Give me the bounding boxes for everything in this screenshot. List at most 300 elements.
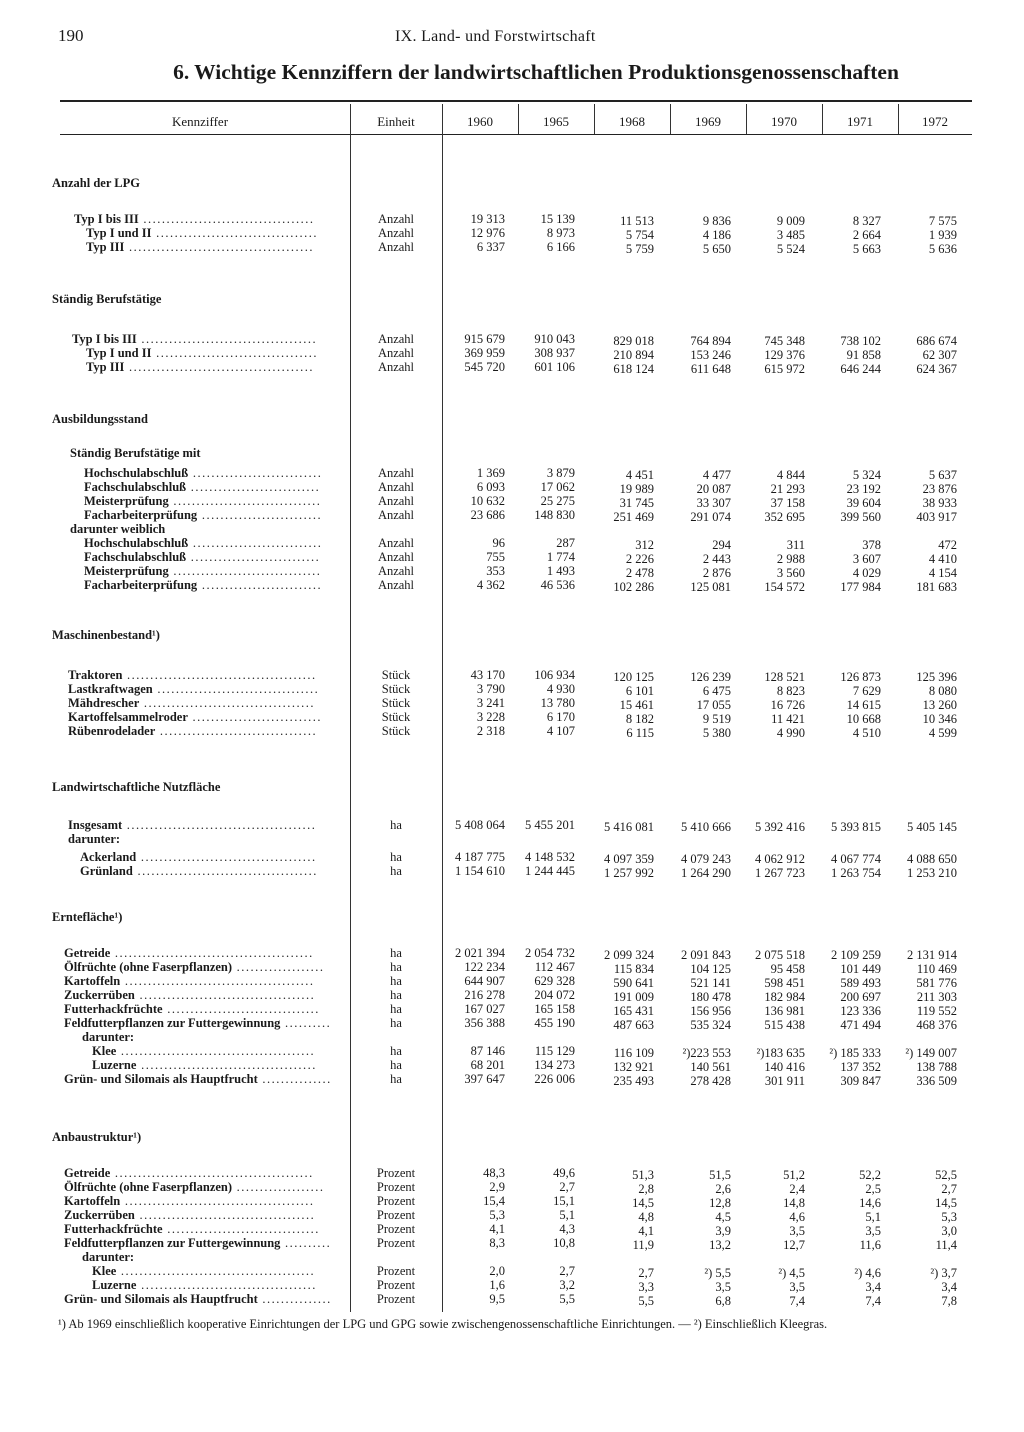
- value-cell: 601 106: [534, 360, 575, 374]
- header-year: 1965: [543, 114, 569, 129]
- leader-dots: ............................: [188, 466, 323, 480]
- value-cell: 5 392 416: [755, 820, 805, 834]
- value-cell: 6 115: [626, 726, 654, 740]
- value-cell: 2 054 732: [525, 946, 575, 960]
- leader-dots: ............................: [186, 550, 321, 564]
- value-cell: 104 125: [690, 962, 731, 976]
- leader-dots: .................................: [162, 1222, 320, 1236]
- value-cell: 598 451: [764, 976, 805, 990]
- leader-dots: .....................................: [138, 212, 315, 226]
- value-cell: 165 431: [613, 1004, 654, 1018]
- value-cell: 23 192: [846, 482, 881, 496]
- value-cell: 14,8: [783, 1196, 805, 1210]
- value-cell: 1 264 290: [681, 866, 731, 880]
- row-label-text: darunter:: [82, 1250, 135, 1264]
- value-cell: 5 636: [928, 242, 957, 256]
- value-cell: 15 461: [619, 698, 654, 712]
- leader-dots: ......................................: [136, 1058, 317, 1072]
- header-year: 1970: [771, 114, 797, 129]
- value-cell: 8 182: [625, 712, 654, 726]
- value-cell: 4 067 774: [831, 852, 881, 866]
- value-cell: 122 234: [464, 960, 505, 974]
- row-label-text: Feldfutterpflanzen zur Futtergewinnung: [64, 1016, 281, 1030]
- value-cell: 4,8: [638, 1210, 654, 1224]
- value-cell: 611 648: [690, 362, 731, 376]
- value-cell: 10 668: [846, 712, 881, 726]
- leader-dots: ..........................: [197, 508, 323, 522]
- value-cell: 581 776: [916, 976, 957, 990]
- value-cell: 3 879: [546, 466, 575, 480]
- row-label-text: Zuckerrüben: [64, 988, 135, 1002]
- unit-cell: ha: [390, 1002, 402, 1016]
- value-cell: 278 428: [690, 1074, 731, 1088]
- page-number: 190: [58, 26, 84, 45]
- value-cell: 137 352: [840, 1060, 881, 1074]
- value-cell: 51,3: [632, 1168, 654, 1182]
- value-cell: 468 376: [916, 1018, 957, 1032]
- value-cell: 308 937: [534, 346, 575, 360]
- value-cell: 134 273: [534, 1058, 575, 1072]
- unit-cell: Anzahl: [377, 536, 415, 550]
- value-cell: 1 257 992: [604, 866, 654, 880]
- row-label-text: Typ I bis III: [74, 212, 139, 226]
- value-cell: 16 726: [770, 698, 805, 712]
- row-label: [92, 1044, 315, 1059]
- value-cell: 5 650: [702, 242, 731, 256]
- value-cell: 136 981: [764, 1004, 805, 1018]
- unit-cell: Stück: [381, 724, 411, 738]
- value-cell: 15,1: [553, 1194, 575, 1208]
- value-cell: 3 228: [476, 710, 505, 724]
- value-cell: 2,4: [789, 1182, 805, 1196]
- row-label-text: Fachschulabschluß: [84, 480, 187, 494]
- value-cell: 216 278: [464, 988, 505, 1002]
- value-cell: 11,4: [935, 1238, 957, 1252]
- value-cell: 403 917: [916, 510, 957, 524]
- value-cell: 37 158: [770, 496, 805, 510]
- value-cell: 287: [556, 536, 575, 550]
- value-cell: 3,0: [941, 1224, 957, 1238]
- value-cell: 12,8: [709, 1196, 731, 1210]
- section-title: Anbaustruktur¹): [52, 1130, 142, 1144]
- leader-dots: .................................: [162, 1002, 320, 1016]
- row-label: [64, 1180, 325, 1195]
- value-cell: 5,1: [865, 1210, 881, 1224]
- value-cell: 3,4: [941, 1280, 957, 1294]
- value-cell: 3 485: [776, 228, 805, 242]
- row-label-text: Fachschulabschluß: [84, 550, 187, 564]
- value-cell: 156 956: [690, 1004, 731, 1018]
- row-label-text: Kartoffelsammelroder: [68, 710, 188, 724]
- value-cell: 1 939: [928, 228, 957, 242]
- value-cell: 5 663: [852, 242, 881, 256]
- value-cell: 15,4: [483, 1194, 505, 1208]
- value-cell: 3,9: [715, 1224, 731, 1238]
- value-cell: ²)183 635: [756, 1046, 805, 1060]
- value-cell: 11,9: [632, 1238, 654, 1252]
- table-grid: [52, 100, 972, 1312]
- leader-dots: ..................................: [155, 724, 318, 738]
- unit-cell: Stück: [381, 696, 411, 710]
- row-label-text: Luzerne: [92, 1278, 137, 1292]
- value-cell: 4 930: [546, 682, 575, 696]
- row-label-text: darunter:: [68, 832, 121, 846]
- value-cell: 14 615: [846, 698, 881, 712]
- value-cell: 2,0: [489, 1264, 505, 1278]
- leader-dots: ......................................: [136, 332, 318, 346]
- footnotes: ¹) Ab 1969 einschließlich kooperative Einrichtungen der LPG und GPG sowie zwischengenossenschaftliche Einrichtungen. — ²) Einschließlich Kleegras.: [58, 1317, 828, 1331]
- value-cell: 10,8: [553, 1236, 575, 1250]
- unit-cell: Prozent: [376, 1236, 416, 1250]
- value-cell: 6 101: [625, 684, 654, 698]
- value-cell: 211 303: [916, 990, 957, 1004]
- row-label-text: Rübenrodelader: [68, 724, 156, 738]
- value-cell: 62 307: [922, 348, 957, 362]
- row-label-text: Meisterprüfung: [84, 564, 169, 578]
- value-cell: 2,7: [559, 1264, 575, 1278]
- row-label: [84, 564, 321, 579]
- value-cell: 14,5: [632, 1196, 654, 1210]
- row-label-text: Facharbeiterprüfung: [84, 578, 198, 592]
- value-cell: 115 129: [534, 1044, 575, 1058]
- row-label-text: Typ III: [86, 360, 125, 374]
- row-label: [68, 668, 317, 683]
- row-label: [64, 1222, 320, 1237]
- value-cell: 3 241: [476, 696, 505, 710]
- value-cell: 17 055: [696, 698, 731, 712]
- value-cell: 4 477: [702, 468, 731, 482]
- value-cell: 2,8: [638, 1182, 654, 1196]
- unit-cell: Stück: [381, 682, 411, 696]
- value-cell: ²) 4,6: [854, 1266, 881, 1280]
- unit-cell: Anzahl: [377, 240, 415, 254]
- row-label-text: Kartoffeln: [64, 1194, 121, 1208]
- unit-cell: Prozent: [376, 1180, 416, 1194]
- data-table: [52, 100, 972, 1312]
- value-cell: 4 097 359: [604, 852, 654, 866]
- row-label-text: Facharbeiterprüfung: [84, 508, 198, 522]
- value-cell: 14,5: [935, 1196, 957, 1210]
- value-cell: 535 324: [690, 1018, 731, 1032]
- value-cell: 5 637: [928, 468, 957, 482]
- value-cell: 96: [492, 536, 505, 550]
- value-cell: 521 141: [690, 976, 731, 990]
- leader-dots: ...........................................: [110, 1166, 314, 1180]
- row-label: [64, 1292, 332, 1307]
- value-cell: 140 416: [764, 1060, 805, 1074]
- row-label: [84, 550, 320, 565]
- row-label: [64, 946, 314, 961]
- leader-dots: ............................: [186, 480, 321, 494]
- value-cell: 829 018: [613, 334, 654, 348]
- row-label-text: Typ III: [86, 240, 125, 254]
- row-label: [92, 1278, 317, 1293]
- value-cell: 167 027: [464, 1002, 505, 1016]
- value-cell: 52,2: [859, 1168, 881, 1182]
- leader-dots: ..........................: [197, 578, 323, 592]
- value-cell: 4 107: [546, 724, 575, 738]
- row-label-text: Getreide: [64, 1166, 111, 1180]
- section-title: Erntefläche¹): [52, 910, 123, 924]
- value-cell: 294: [712, 538, 731, 552]
- value-cell: 4 990: [776, 726, 805, 740]
- unit-cell: Prozent: [376, 1292, 416, 1306]
- value-cell: 6 475: [702, 684, 731, 698]
- value-cell: 9 009: [776, 214, 805, 228]
- value-cell: 7,8: [941, 1294, 957, 1308]
- value-cell: 2,7: [559, 1180, 575, 1194]
- value-cell: 5 455 201: [525, 818, 575, 832]
- leader-dots: ...........................................: [110, 946, 314, 960]
- row-label: [80, 864, 318, 879]
- value-cell: 5 408 064: [455, 818, 505, 832]
- row-label-text: Typ I bis III: [72, 332, 137, 346]
- value-cell: 5 410 666: [681, 820, 731, 834]
- row-label: [64, 1072, 332, 1087]
- value-cell: 4 079 243: [681, 852, 731, 866]
- section-title: Landwirtschaftliche Nutzfläche: [52, 780, 221, 794]
- value-cell: 5 524: [776, 242, 805, 256]
- value-cell: 38 933: [922, 496, 957, 510]
- leader-dots: ..........................................: [116, 1264, 316, 1278]
- value-cell: 1 253 210: [907, 866, 957, 880]
- unit-cell: Anzahl: [377, 212, 415, 226]
- value-cell: 11,6: [859, 1238, 881, 1252]
- header-year: 1971: [847, 114, 873, 129]
- leader-dots: ......................................: [134, 1208, 316, 1222]
- value-cell: 1 263 754: [831, 866, 881, 880]
- row-label: [64, 974, 314, 989]
- unit-cell: Anzahl: [377, 564, 415, 578]
- value-cell: 309 847: [840, 1074, 881, 1088]
- row-label: [72, 332, 317, 347]
- value-cell: 129 376: [764, 348, 805, 362]
- value-cell: 745 348: [764, 334, 805, 348]
- row-label: [86, 360, 314, 375]
- value-cell: 2,5: [865, 1182, 881, 1196]
- value-cell: 3 560: [776, 566, 805, 580]
- value-cell: 1 244 445: [525, 864, 575, 878]
- unit-cell: ha: [390, 988, 402, 1002]
- row-label-text: Futterhackfrüchte: [64, 1222, 163, 1236]
- header-year: 1960: [467, 114, 493, 129]
- header-einheit: Einheit: [377, 114, 415, 129]
- value-cell: 4 362: [476, 578, 505, 592]
- header-year: 1968: [619, 114, 645, 129]
- value-cell: 755: [486, 550, 505, 564]
- row-label: [64, 1194, 314, 1209]
- value-cell: 17 062: [540, 480, 575, 494]
- value-cell: 5,3: [489, 1208, 505, 1222]
- value-cell: 153 246: [690, 348, 731, 362]
- value-cell: 2,9: [489, 1180, 505, 1194]
- value-cell: 4,1: [638, 1224, 654, 1238]
- leader-dots: ......................................: [136, 850, 317, 864]
- value-cell: 210 894: [613, 348, 654, 362]
- value-cell: 39 604: [846, 496, 881, 510]
- value-cell: 4 186: [702, 228, 731, 242]
- unit-cell: ha: [390, 1072, 402, 1086]
- value-cell: 2,7: [638, 1266, 654, 1280]
- value-cell: 51,2: [783, 1168, 805, 1182]
- value-cell: 91 858: [846, 348, 881, 362]
- value-cell: 5 416 081: [604, 820, 654, 834]
- value-cell: 46 536: [540, 578, 575, 592]
- unit-cell: Prozent: [376, 1208, 416, 1222]
- section-title: Anzahl der LPG: [52, 176, 140, 190]
- value-cell: 181 683: [916, 580, 957, 594]
- unit-cell: ha: [390, 850, 402, 864]
- column-divider: [350, 104, 351, 1312]
- row-label: [92, 1264, 315, 1279]
- row-label: [74, 212, 314, 227]
- value-cell: 311: [786, 538, 805, 552]
- value-cell: 3,5: [789, 1280, 805, 1294]
- value-cell: 12,7: [783, 1238, 805, 1252]
- value-cell: 910 043: [534, 332, 575, 346]
- value-cell: 644 907: [464, 974, 505, 988]
- row-label-text: Typ I und II: [86, 346, 152, 360]
- value-cell: 1 493: [546, 564, 575, 578]
- unit-cell: Prozent: [376, 1278, 416, 1292]
- value-cell: 123 336: [840, 1004, 881, 1018]
- unit-cell: ha: [390, 974, 402, 988]
- row-label-text: Getreide: [64, 946, 111, 960]
- value-cell: 2 876: [702, 566, 731, 580]
- value-cell: 738 102: [840, 334, 881, 348]
- value-cell: 4,5: [715, 1210, 731, 1224]
- value-cell: 6 337: [476, 240, 505, 254]
- value-cell: 6 166: [546, 240, 575, 254]
- row-label-text: Klee: [92, 1044, 117, 1058]
- value-cell: 115 834: [613, 962, 654, 976]
- value-cell: 3,5: [789, 1224, 805, 1238]
- section-title: Ständig Berufstätige: [52, 292, 162, 306]
- value-cell: 51,5: [709, 1168, 731, 1182]
- value-cell: 369 959: [464, 346, 505, 360]
- row-label-text: Insgesamt: [68, 818, 123, 832]
- value-cell: 204 072: [534, 988, 575, 1002]
- value-cell: 1 369: [476, 466, 505, 480]
- value-cell: 487 663: [613, 1018, 654, 1032]
- leader-dots: ............................: [188, 536, 323, 550]
- value-cell: 10 346: [922, 712, 957, 726]
- value-cell: 618 124: [613, 362, 654, 376]
- unit-cell: Anzahl: [377, 578, 415, 592]
- row-label-text: Ölfrüchte (ohne Faserpflanzen): [64, 1180, 233, 1194]
- value-cell: 154 572: [764, 580, 805, 594]
- value-cell: 7 629: [852, 684, 881, 698]
- value-cell: ²) 185 333: [829, 1046, 881, 1060]
- value-cell: 1 267 723: [755, 866, 805, 880]
- value-cell: 9 519: [702, 712, 731, 726]
- value-cell: 23 686: [470, 508, 505, 522]
- value-cell: 2 099 324: [604, 948, 654, 962]
- value-cell: 19 313: [470, 212, 505, 226]
- leader-dots: ...................................: [151, 346, 318, 360]
- value-cell: 629 328: [534, 974, 575, 988]
- value-cell: 3,4: [865, 1280, 881, 1294]
- row-subheading: [82, 1250, 134, 1265]
- leader-dots: ........................................: [124, 360, 314, 374]
- leader-dots: ..........................................: [116, 1044, 316, 1058]
- value-cell: ²)223 553: [682, 1046, 731, 1060]
- value-cell: 3 790: [476, 682, 505, 696]
- value-cell: 5 405 145: [907, 820, 957, 834]
- value-cell: 126 873: [840, 670, 881, 684]
- row-label-text: Grün- und Silomais als Hauptfrucht: [64, 1292, 258, 1306]
- leader-dots: ...................................: [151, 226, 318, 240]
- value-cell: 4 148 532: [525, 850, 575, 864]
- value-cell: 140 561: [690, 1060, 731, 1074]
- value-cell: 3,2: [559, 1278, 575, 1292]
- value-cell: 25 275: [540, 494, 575, 508]
- unit-cell: Anzahl: [377, 360, 415, 374]
- column-divider: [442, 104, 443, 1312]
- row-label-text: Typ I und II: [86, 226, 152, 240]
- value-cell: 31 745: [619, 496, 654, 510]
- value-cell: 126 239: [690, 670, 731, 684]
- value-cell: 9 836: [702, 214, 731, 228]
- value-cell: 138 788: [916, 1060, 957, 1074]
- value-cell: 5 759: [625, 242, 654, 256]
- value-cell: ²) 5,5: [704, 1266, 731, 1280]
- value-cell: 5 393 815: [831, 820, 881, 834]
- value-cell: 11 513: [620, 214, 654, 228]
- row-label: [84, 508, 322, 523]
- value-cell: 8 973: [546, 226, 575, 240]
- value-cell: 11 421: [771, 712, 805, 726]
- value-cell: ²) 4,5: [778, 1266, 805, 1280]
- value-cell: 589 493: [840, 976, 881, 990]
- row-label: [86, 346, 318, 361]
- value-cell: 5 324: [852, 468, 881, 482]
- value-cell: ²) 149 007: [905, 1046, 957, 1060]
- value-cell: 4,6: [789, 1210, 805, 1224]
- row-label-text: Zuckerrüben: [64, 1208, 135, 1222]
- value-cell: 545 720: [464, 360, 505, 374]
- value-cell: 4 599: [928, 726, 957, 740]
- value-cell: 128 521: [764, 670, 805, 684]
- value-cell: 52,5: [935, 1168, 957, 1182]
- value-cell: 590 641: [613, 976, 654, 990]
- row-label: [68, 682, 319, 697]
- value-cell: 1,6: [489, 1278, 505, 1292]
- row-label: [68, 696, 315, 711]
- rule-1: [60, 134, 972, 135]
- value-cell: 177 984: [840, 580, 881, 594]
- value-cell: 2 443: [702, 552, 731, 566]
- leader-dots: .........................................: [122, 818, 317, 832]
- leader-dots: .........................................: [122, 668, 317, 682]
- unit-cell: Anzahl: [377, 508, 415, 522]
- value-cell: 291 074: [690, 510, 731, 524]
- unit-cell: Stück: [381, 710, 411, 724]
- value-cell: 5,1: [559, 1208, 575, 1222]
- value-cell: 399 560: [840, 510, 881, 524]
- row-label-text: Meisterprüfung: [84, 494, 169, 508]
- leader-dots: ................................: [168, 494, 322, 508]
- value-cell: 4 029: [852, 566, 881, 580]
- value-cell: 472: [938, 538, 957, 552]
- value-cell: 43 170: [470, 668, 505, 682]
- value-cell: 116 109: [613, 1046, 654, 1060]
- row-label-text: Hochschulabschluß: [84, 466, 189, 480]
- value-cell: 5,3: [941, 1210, 957, 1224]
- value-cell: 2 109 259: [831, 948, 881, 962]
- value-cell: 251 469: [613, 510, 654, 524]
- value-cell: 2 988: [776, 552, 805, 566]
